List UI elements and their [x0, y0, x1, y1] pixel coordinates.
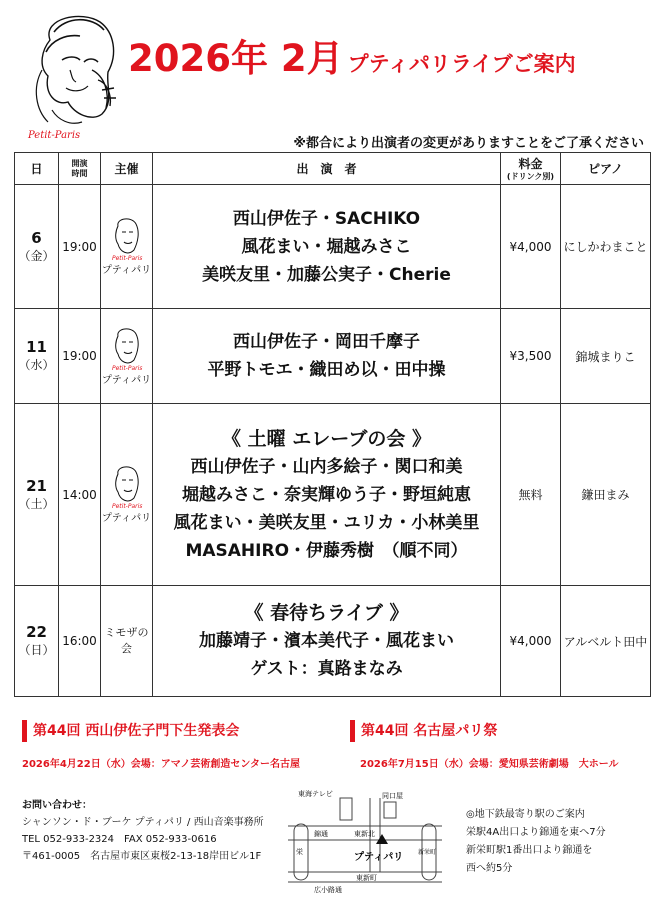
event-title: 《 土曜 エレーブの会 》: [222, 427, 431, 450]
row-time: 19:00: [59, 309, 101, 404]
title-month: 2026年 2月: [128, 37, 344, 80]
title-subtitle: プティパリライブご案内: [347, 52, 576, 76]
access-line: 栄駅4A出口より錦通を東へ7分: [466, 827, 606, 838]
row-fee: ¥4,000: [501, 586, 561, 697]
table-row: [15, 185, 651, 309]
contact-heading: お問い合わせ：: [22, 800, 92, 811]
row-fee: ¥3,500: [501, 309, 561, 404]
access-map: [284, 788, 446, 900]
row-time: 16:00: [59, 586, 101, 697]
page-title: [128, 28, 576, 86]
row-host: ミモザの 会: [101, 586, 153, 697]
host-logo-icon: [110, 464, 144, 510]
svg-text:Petit-Paris: Petit-Paris: [111, 255, 142, 262]
table-row: [15, 309, 651, 404]
contact-address: 〒461-0005 名古屋市東区東桜2-13-18岸田ビル1F: [22, 851, 262, 862]
map-station-left: 栄: [296, 848, 303, 856]
table-row: [15, 586, 651, 697]
change-notice: ※都合により出演者の変更がありますことをご了承ください: [293, 136, 644, 151]
logo-wordmark: Petit-Paris: [28, 130, 81, 141]
map-street-bottom: 広小路通: [314, 886, 342, 894]
header-performers: 出 演 者: [153, 153, 501, 185]
event-paris-fest-detail: 2026年7月15日（水）会場：愛知県芸術劇場 大ホール: [360, 759, 619, 770]
row-host: Petit-Paris プティパリ: [101, 309, 153, 404]
row-time: 19:00: [59, 185, 101, 309]
access-line: 新栄町駅1番出口より錦通を: [466, 845, 593, 856]
map-venue-label: プティパリ: [354, 852, 404, 863]
event-recital-detail: 2026年4月22日（水）会場：アマノ芸術創造センター名古屋: [22, 759, 301, 770]
row-performers: 《 春待ちライブ 》 加藤靖子・濱本美代子・風花まい ゲスト：真路まなみ: [153, 586, 501, 697]
row-fee: 無料: [501, 404, 561, 586]
access-heading: ◎地下鉄最寄り駅のご案内: [466, 809, 585, 820]
row-performers: 《 土曜 エレーブの会 》 西山伊佐子・山内多絵子・関口和美 堀越みさこ・奈実輝ゆう子・野垣純恵 風花まい・美咲友里・ユリカ・小林美里 MASAHIRO・伊藤秀樹 （順不同）: [153, 404, 501, 586]
row-day: 11 （水）: [15, 309, 59, 404]
row-host: Petit-Paris プティパリ: [101, 404, 153, 586]
row-day: 21 （土）: [15, 404, 59, 586]
row-performers: 西山伊佐子・SACHIKO 風花まい・堀越みさこ 美咲友里・加藤公実子・Cherie: [153, 185, 501, 309]
row-fee: ¥4,000: [501, 185, 561, 309]
event-recital-title: 第44回 西山伊佐子門下生発表会: [22, 720, 239, 742]
table-row: [15, 404, 651, 586]
header-day: 日: [15, 153, 59, 185]
row-piano: アルベルト田中: [561, 586, 651, 697]
header-piano: ピアノ: [561, 153, 651, 185]
map-tv-label: 東海テレビ: [298, 790, 333, 798]
table-header-row: [15, 153, 651, 185]
schedule-table: [14, 152, 651, 697]
row-piano: 鎌田まみ: [561, 404, 651, 586]
access-info: [466, 806, 606, 878]
row-day: 22 （日）: [15, 586, 59, 697]
event-paris-fest-title: 第44回 名古屋パリ祭: [350, 720, 497, 742]
map-road-top: 錦通: [314, 830, 328, 838]
contact-name: シャンソン・ド・ブーケ プティパリ / 西山音楽事務所: [22, 817, 264, 828]
host-logo-icon: [110, 216, 144, 262]
header-time: 開演 時間: [59, 153, 101, 185]
map-shop-label: 同口屋: [382, 792, 403, 800]
svg-text:Petit-Paris: Petit-Paris: [111, 364, 142, 372]
petit-paris-logo: [22, 10, 132, 142]
header-host: 主催: [101, 153, 153, 185]
host-logo-icon: [110, 326, 144, 372]
row-performers: 西山伊佐子・岡田千摩子 平野トモエ・織田め以・田中操: [153, 309, 501, 404]
map-station-right: 新栄町: [418, 849, 437, 856]
row-time: 14:00: [59, 404, 101, 586]
access-line: 西へ約5分: [466, 863, 513, 874]
row-piano: 錦城まりこ: [561, 309, 651, 404]
row-piano: にしかわまこと: [561, 185, 651, 309]
row-day: 6 （金）: [15, 185, 59, 309]
map-east-label: 東新北: [354, 830, 375, 838]
contact-phone: TEL 052-933-2324 FAX 052-933-0616: [22, 834, 217, 845]
event-title: 《 春待ちライブ 》: [244, 602, 409, 624]
svg-text:Petit-Paris: Petit-Paris: [111, 503, 142, 510]
contact-info: [22, 797, 264, 865]
header-fee: 料金 (ドリンク別): [501, 153, 561, 185]
row-host: Petit-Paris プティパリ: [101, 185, 153, 309]
map-road-bottom: 東新町: [356, 874, 377, 882]
